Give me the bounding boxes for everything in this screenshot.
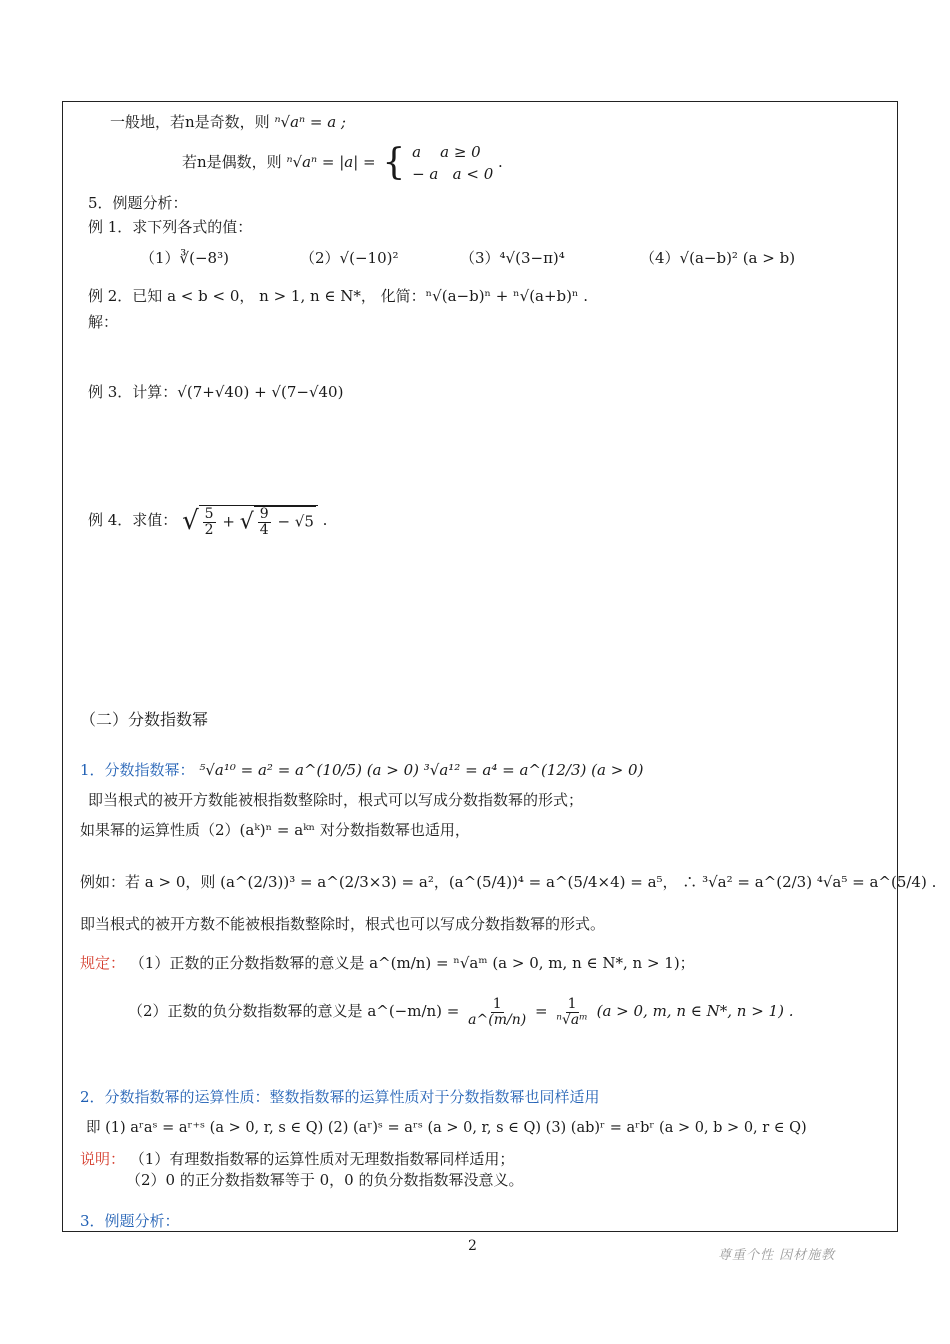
example4-radicand: $\frac{5}{2}$ + √ $\frac{9}{4}$ − √5	[199, 505, 318, 538]
note-label: 说明：	[80, 1150, 126, 1168]
even-case-line: 若n是偶数，则 ⁿ√aⁿ = |a| = { a a ≥ 0 − a a < 0 .	[182, 142, 503, 183]
note1-line	[80, 1149, 514, 1169]
content-frame	[62, 101, 898, 1232]
even-case-formula: ⁿ√aⁿ = |a| =	[286, 153, 376, 171]
example4-inner-radicand	[254, 506, 316, 538]
left-brace-icon: {	[382, 142, 406, 183]
rule2-frac1-num: 1	[492, 995, 502, 1012]
explain-line-a: 即当根式的被开方数能被根指数整除时，根式可以写成分数指数幂的形式；	[88, 791, 584, 809]
example-line: 例如：若 a > 0，则 (a^(2/3))³ = a^(2/3×3) = a²，(a^(5/4))⁴ = a^(5/4×4) = a⁵， ∴ ³√a² = a^(2/3) ⁴√a⁵ = a^(5/4) .	[80, 873, 937, 891]
item1-label: 1．分数指数幂：	[80, 761, 195, 779]
item1-formula: ⁵√a¹⁰ = a² = a^(10/5) (a > 0) ³√a¹² = a⁴ = a^(12/3) (a > 0)	[199, 761, 644, 779]
frac2-den: 4	[259, 521, 269, 538]
rule-label: 规定：	[80, 954, 126, 972]
note1-text: （1）有理数指数幂的运算性质对无理数指数幂同样适用；	[129, 1150, 515, 1168]
rule1-text: （1）正数的正分数指数幂的意义是 a^(m/n) = ⁿ√aᵐ (a > 0, m, n ∈ N*, n > 1)；	[129, 954, 695, 972]
section5-heading: 5．例题分析：	[88, 194, 188, 212]
explain-line-b: 如果幂的运算性质（2）(aᵏ)ⁿ = aᵏⁿ 对分数指数幂也适用，	[80, 821, 470, 839]
rule2-text: （2）正数的负分数指数幂的意义是 a^(−m/n) =	[128, 1002, 460, 1020]
solution-label: 解：	[88, 313, 119, 331]
frac1-den: 2	[204, 521, 214, 538]
example2-line: 例 2．已知 a < b < 0， n > 1, n ∈ N*， 化简：ⁿ√(a−b)ⁿ + ⁿ√(a+b)ⁿ .	[88, 287, 589, 305]
rule2-line: （2）正数的负分数指数幂的意义是 a^(−m/n) = $\frac{1}{a\^{}(m/n)}$ = $\frac{1}{\text{ⁿ√aᵐ}}$ (a > 0, m, n ∈ N*, n > 1) .	[128, 995, 794, 1028]
example4-frac2	[258, 507, 271, 538]
rule2-frac1-den: a^(m/n)	[468, 1011, 527, 1028]
rule2-frac2-num: 1	[567, 995, 577, 1012]
page-number: 2	[468, 1238, 477, 1254]
sqrt-icon: √	[182, 506, 199, 536]
explain-line-c: 即当根式的被开方数不能被根指数整除时，根式也可以写成分数指数幂的形式。	[80, 915, 606, 933]
odd-case-text: 一般地，若n是奇数，则	[110, 113, 270, 131]
item2-label: 2．分数指数幂的运算性质：整数指数幂的运算性质对于分数指数幂也同样适用	[80, 1088, 600, 1106]
example4-label: 例 4．求值：	[88, 511, 178, 529]
example1-item-4: （4）√(a−b)² (a > b)	[640, 249, 796, 267]
frac2-num: 9	[259, 505, 269, 522]
example1-label: 例 1．求下列各式的值：	[88, 218, 253, 236]
rule2-frac2-den: ⁿ√aᵐ	[556, 1011, 588, 1028]
even-case-text: 若n是偶数，则	[182, 153, 282, 171]
case1-condition: a ≥ 0	[440, 143, 481, 161]
frac1-num: 5	[204, 505, 214, 522]
case2-condition: a < 0	[452, 165, 494, 183]
example1-item-2: （2）√(−10)²	[300, 249, 399, 267]
sqrt-icon-inner: √	[239, 509, 254, 534]
rule2-frac1	[466, 997, 528, 1028]
part2-heading: （二）分数指数幂	[80, 710, 209, 729]
note2-line: （2）0 的正分数指数幂等于 0，0 的负分数指数幂没意义。	[126, 1171, 524, 1189]
rule2-condition: (a > 0, m, n ∈ N*, n > 1) .	[596, 1002, 794, 1020]
odd-case-line	[110, 112, 346, 132]
odd-case-formula: ⁿ√aⁿ = a ;	[274, 113, 346, 131]
example4-line: 例 4．求值： √ $\frac{5}{2}$ + √ $\frac{9}{4}$ − √5 .	[88, 505, 328, 538]
piecewise-cases	[412, 141, 493, 185]
item2-formula: 即 (1) aʳaˢ = aʳ⁺ˢ (a > 0, r, s ∈ Q) (2) (aʳ)ˢ = aʳˢ (a > 0, r, s ∈ Q) (3) (ab)ʳ = aʳbʳ (a > 0, b > 0, r ∈ Q)	[86, 1120, 807, 1136]
item3-label: 3．例题分析：	[80, 1212, 180, 1230]
example3-line: 例 3．计算：√(7+√40) + √(7−√40)	[88, 383, 344, 401]
rule2-frac2	[554, 997, 590, 1028]
example4-tail: − √5	[277, 512, 314, 530]
rule1-line	[80, 953, 695, 973]
example4-frac1	[203, 507, 216, 538]
case1-value: a	[412, 143, 422, 161]
example1-item-1: （1）∛(−8³)	[140, 249, 229, 267]
example1-item-3: （3）⁴√(3−π)⁴	[460, 249, 565, 267]
case2-value: − a	[412, 165, 439, 183]
item1-line	[80, 760, 643, 780]
footer-motto: 尊重个性 因材施教	[718, 1248, 836, 1263]
